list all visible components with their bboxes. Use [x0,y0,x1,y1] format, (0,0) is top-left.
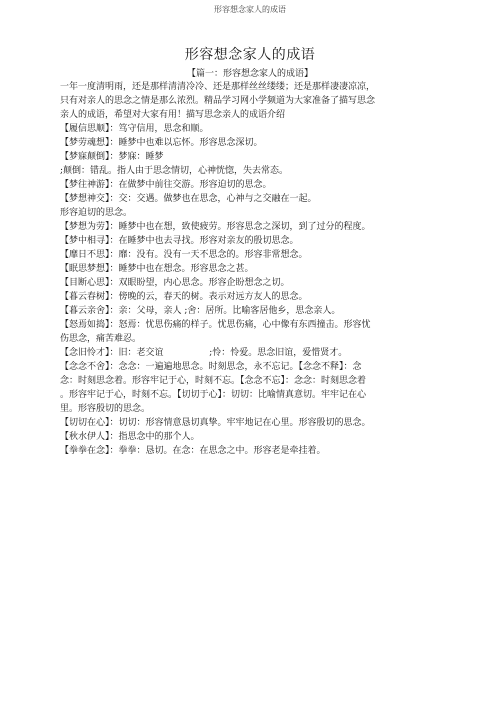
body-line: 【拳拳在念】：拳拳：恳切。在念：在思念之中。形容老是牵挂着。 [60,446,326,456]
body-line: ;颠倒：错乱。指人由于思念情切，心神恍惚，失去常态。 [60,166,289,176]
body-line: 【梦寐颠倒】：梦寐：睡梦 [60,152,164,162]
document-body [60,80,400,458]
body-line: 一年一度清明雨，还是那样清清冷冷、还是那样丝丝缕缕；还是那样凄凄凉凉， [60,82,376,92]
body-line: 里。形容殷切的思念。 [60,404,151,414]
body-line: 【念念不舍】：念念：一遍遍地思念。时刻思念，永不忘记。【念念不释】：念 [60,362,362,372]
body-line: 【梦想为劳】：睡梦中也在想，致使疲劳。形容思念之深切，到了过分的程度。 [60,222,371,232]
body-line: 【梦想神交】：交：交遇。做梦也在思念，心神与之交融在一起。 [60,194,317,204]
body-line: 形容迫切的思念。 [60,208,133,218]
body-line: 【靡日不思】：靡：没有。没有一天不思念的。形容非常想念。 [60,250,308,260]
body-line: 只有对亲人的思念之情是那么浓烈。精品学习网小学频道为大家准备了描写思念 [60,96,376,106]
body-line: 【梦中相寻】：在睡梦中也去寻找。形容对亲友的殷切思念。 [60,236,299,246]
body-line: 【梦劳魂想】：睡梦中也难以忘怀。形容思念深切。 [60,138,263,148]
body-line: 【目断心思】：双眼盼望，内心思念。形容企盼想念之切。 [60,278,290,288]
section-subtitle: 【篇一：形容想念家人的成语】 [186,69,313,79]
body-line: 【暮云春树】：傍晚的云，春天的树。表示对远方友人的思念。 [60,292,308,302]
body-line: 【切切在心】：切切：形容情意恳切真挚。牢牢地记在心里。形容殷切的思念。 [60,418,371,428]
body-line: 伤思念，痛苦难忍。 [60,334,142,344]
body-line: 亲人的成语，希望对大家有用！描写思念亲人的成语介绍 [60,110,286,120]
body-line: 【怒焉如捣】：怒焉：忧思伤痛的样子。忧思伤痛，心中像有东西撞击。形容忧 [60,320,371,330]
body-line: 。形容牢记于心，时刻不忘。【切切于心】：切切：比喻情真意切。牢牢记在心 [60,390,367,400]
body-line: 【暮云亲舍】：亲：父母，亲人 ;舍：居所。比喻客居他乡，思念亲人。 [60,306,341,316]
body-line: 【眠思梦想】：睡梦中也在想念。形容思念之甚。 [60,264,254,274]
page-header: 形容想念家人的成语 [214,5,286,14]
body-line: 念：时刻思念着。形容牢记于心，时刻不忘。【念念不忘】：念念：时刻思念着 [60,376,367,386]
body-line: 【念旧怜才】：旧：老交谊 ;怜：怜爱。思念旧谊，爱惜贤才。 [60,348,348,358]
document-title: 形容想念家人的成语 [184,47,316,63]
body-line: 【履信思顺】：笃守信用，思念和顺。 [60,124,209,134]
body-line: 【秋水伊人】：指思念中的那个人。 [60,432,200,442]
body-line: 【梦往神游】：在做梦中前往交游。形容迫切的思念。 [60,180,272,190]
